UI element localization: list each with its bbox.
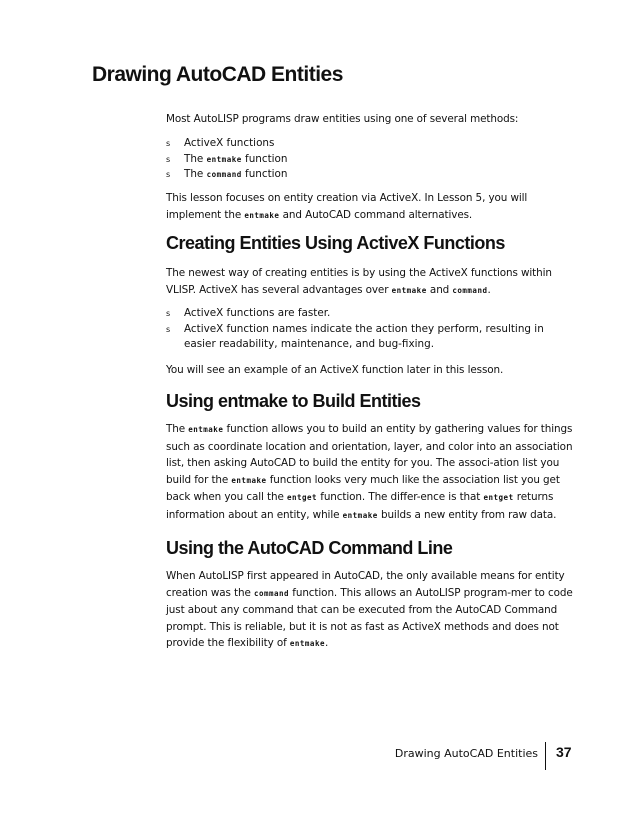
code-term: entget [483,493,514,502]
footer-divider [545,742,546,770]
section-heading-activex: Creating Entities Using ActiveX Functions [166,233,505,253]
bullet-marker: s [166,154,171,164]
list-item [166,306,576,322]
activex-example-paragraph: You will see an example of an ActiveX function later in this lesson. [166,364,504,376]
command-line-paragraph: When AutoLISP first appeared in AutoCAD, the only available means for entity creation was the command function. This allows an AutoLISP program-mer to code just about any command that can be executed from the AutoCAD Command prompt. This is reliable, but it is not as fast as ActiveX methods and does not provide the flexibility of entmake. [166,570,573,649]
lesson-focus-paragraph: This lesson focuses on entity creation via ActiveX. In Lesson 5, you will implement the entmake and AutoCAD command alternatives. [166,192,528,221]
page-title: Drawing AutoCAD Entities [92,63,343,86]
section-heading-command-line: Using the AutoCAD Command Line [166,538,453,558]
code-term: entmake [206,154,242,164]
code-term: entmake [342,510,378,520]
list-item [166,322,576,353]
list-item-text: ActiveX functions [184,137,275,149]
list-item-text: ActiveX function names indicate the action they perform, resulting in easier readability, maintenance, and bug-fixing. [184,322,544,350]
code-term: entmake [244,210,280,220]
intro-paragraph: Most AutoLISP programs draw entities using one of several methods: [166,113,519,125]
bullet-marker: s [166,324,171,334]
running-footer: Drawing AutoCAD Entities [394,747,538,760]
bullet-marker: s [166,170,171,179]
code-term: entget [286,493,318,502]
list-item-text: function [241,168,288,180]
page-number: 37 [556,744,572,760]
list-item-text: The [184,152,207,165]
bullet-marker: s [166,139,171,148]
list-item-text: ActiveX functions are faster. [184,307,331,319]
code-term: entmake [391,285,427,295]
code-term: command [452,285,488,295]
code-term: entmake [289,639,325,648]
methods-list [166,136,576,183]
list-item [166,152,576,168]
section-heading-entmake: Using entmake to Build Entities [166,391,421,411]
code-term: command [206,170,242,179]
code-term: entmake [231,475,267,485]
code-term: command [253,588,290,598]
list-item-text: The [184,168,207,180]
list-item-text: function [241,152,288,165]
entmake-paragraph: The entmake function allows you to build an entity by gathering values for things such as coordinate location and orientation, layer, and color into an association list, then asking AutoCAD to build the entity for you. The associ-ation list you build for the entmake function looks very much like the association list you get back when you call the entget function. The differ-ence is that entget returns information about an entity, while entmake builds a new entity from raw data. [166,423,573,521]
code-term: entmake [188,425,224,434]
bullet-marker: s [166,309,171,318]
advantages-list [166,306,576,353]
activex-paragraph: The newest way of creating entities is by using the ActiveX functions within VLISP. ActiveX has several advantages over entmake and command. [166,267,552,296]
list-item [166,136,576,152]
list-item [166,167,576,183]
